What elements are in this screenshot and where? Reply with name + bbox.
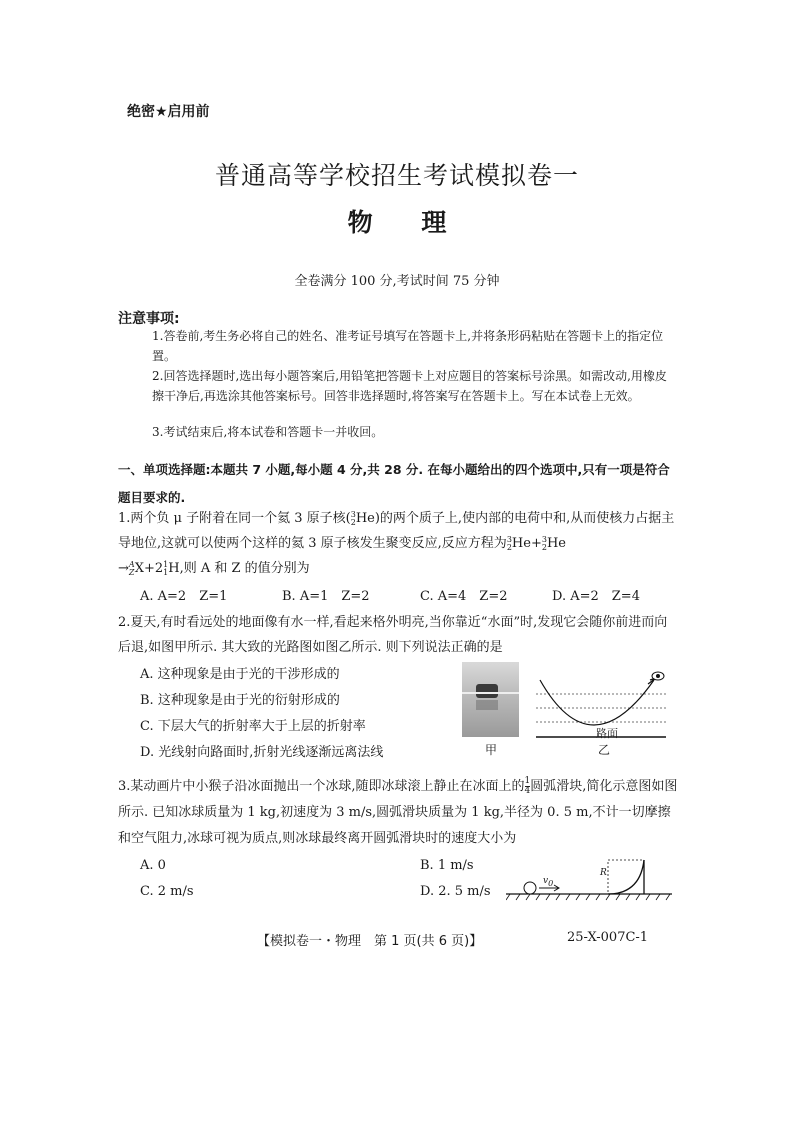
mirage-photo	[462, 662, 519, 737]
v0-label: $v_0$	[543, 876, 554, 888]
q3-option-a[interactable]: A. 0	[140, 858, 166, 873]
secret-mark: 绝密★启用前	[127, 104, 210, 120]
ice-ball	[524, 882, 536, 894]
q3-option-d[interactable]: D. 2. 5 m/s	[420, 884, 491, 899]
question-2: 2.夏天,有时看远处的地面像有水一样,看起来格外明亮,当你靠近“水面”时,发现它会随你前进而向后退,如图甲所示. 其大致的光路图如图乙所示. 则下列说法正确的是	[118, 615, 668, 655]
eye-pupil	[656, 674, 660, 678]
q2-option-d[interactable]: D. 光线射向路面时,折射光线逐渐远离法线	[140, 745, 384, 760]
note-3: 3.考试结束后,将本试卷和答题卡一并收回。	[152, 425, 384, 439]
fig-b-label: 乙	[598, 743, 611, 757]
horizon-shine	[462, 692, 519, 694]
road-label: 路面	[596, 727, 618, 740]
section-heading: 一、单项选择题:本题共 7 小题,每小题 4 分,共 28 分. 在每小题给出的四个选项中,只有一项是符合题目要求的.	[118, 462, 670, 505]
paper-code: 25-X-007C-1	[567, 930, 649, 945]
q1-option-d[interactable]: D. A=2 Z=4	[552, 589, 640, 604]
note-1: 1.答卷前,考生务必将自己的姓名、准考证号填写在答题卡上,并将条形码粘贴在答题卡上的指定位置。	[152, 329, 664, 363]
note-2: 2.回答选择题时,选出每小题答案后,用铅笔把答题卡上对应题目的答案标号涂黑。如需改动,用橡皮擦干净后,再选涂其他答案标号。回答非选择题时,将答案写在答题卡上。写在本试卷上无效。	[152, 369, 667, 403]
question-1: 1.两个负 μ 子附着在同一个氦 3 原子核( 3 2 He)的两个质子上,使内部的电荷中和,从而使核力占据主导地位,这就可以使两个这样的氦 3 原子核发生聚变反应,反应方程为 3 2 He+ 3 2 He → A Z X+2 1 1 H,则 A 和 Z 的值分别为	[118, 509, 675, 577]
question-3: 3.某动画片中小猴子沿冰面抛出一个冰球,随即冰球滚上静止在冰面上的 $\frac{1}{4}$ 圆弧滑块,简化示意图如图所示. 已知冰球质量为 1 kg,初速度为 3 m/s,圆弧滑块质量为 1 kg,半径为 0. 5 m,不计一切摩擦和空气阻力,冰球可视为质点,则冰球最终离开圆弧滑块时的速度大小为	[118, 776, 678, 846]
reflection-shape	[476, 700, 498, 710]
q2-option-a[interactable]: A. 这种现象是由于光的干涉形成的	[140, 667, 340, 682]
car-shape	[476, 684, 498, 698]
ground-hatching	[506, 894, 670, 900]
q2-option-b[interactable]: B. 这种现象是由于光的衍射形成的	[140, 693, 340, 708]
q1-option-a[interactable]: A. A=2 Z=1	[140, 589, 228, 604]
quarter-fraction: $\frac{1}{4}$	[524, 776, 531, 796]
page-footer: 【模拟卷一・物理 第 1 页(共 6 页)】	[257, 934, 483, 949]
quarter-arc	[608, 860, 644, 894]
q1-option-b[interactable]: B. A=1 Z=2	[282, 589, 370, 604]
exam-meta: 全卷满分 100 分,考试时间 75 分钟	[294, 274, 500, 289]
q2-option-c[interactable]: C. 下层大气的折射率大于上层的折射率	[140, 719, 366, 734]
radius-label: R	[600, 868, 607, 878]
slider-diagram	[506, 856, 672, 902]
q3-option-b[interactable]: B. 1 m/s	[420, 858, 474, 873]
subject-title: 物 理	[347, 208, 447, 237]
notes-heading: 注意事项:	[118, 311, 180, 327]
exam-title: 普通高等学校招生考试模拟卷一	[214, 161, 579, 190]
light-ray	[540, 680, 654, 725]
q1-option-c[interactable]: C. A=4 Z=2	[420, 589, 508, 604]
fig-a-label: 甲	[485, 743, 498, 757]
q3-option-c[interactable]: C. 2 m/s	[140, 884, 194, 899]
